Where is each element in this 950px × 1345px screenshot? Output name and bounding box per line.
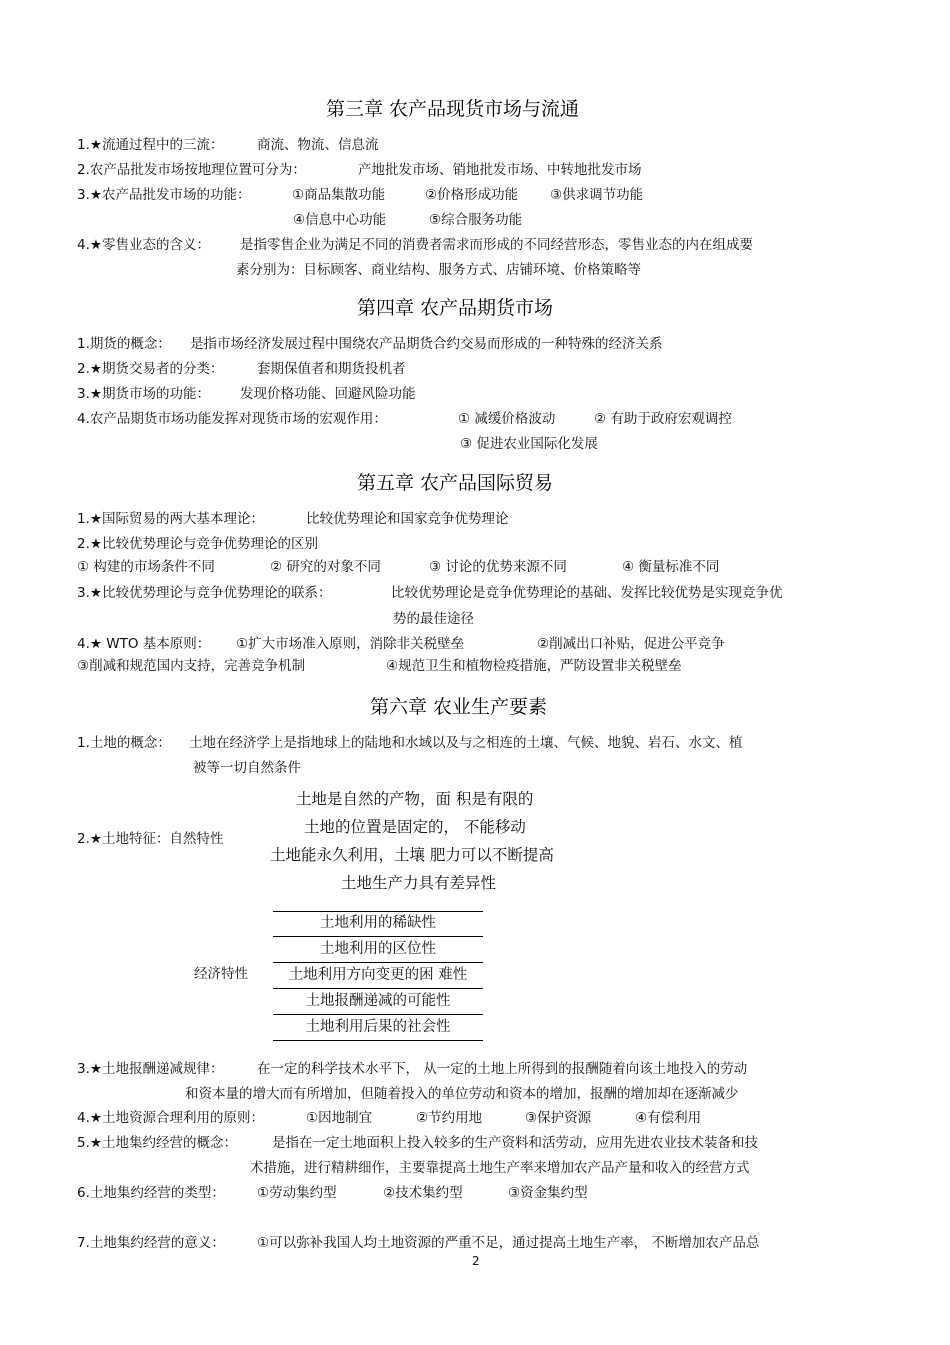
ch6-item1-value: 土地在经济学上是指地球上的陆地和水域以及与之相连的土壤、气候、地貌、岩石、水文、植 [189, 735, 743, 751]
ch4-item2-value: 套期保值者和期货投机者 [257, 361, 406, 377]
ch6-item1-label: 1.土地的概念： [77, 735, 171, 751]
ch5-item3-value: 比较优势理论是竞争优势理论的基础、发挥比较优势是实现竞争优 [391, 585, 783, 601]
ch5-item4-label: 4.★ WTO 基本原则： [77, 636, 211, 652]
ch3-item1-label: 1.★流通过程中的三流： [77, 137, 224, 153]
ch6-item4-c: ③保护资源 [525, 1110, 592, 1126]
ch3-item3-c: ③供求调节功能 [550, 187, 644, 203]
ch6-item2-label: 2.★土地特征：自然特性 [77, 831, 224, 847]
chapter-5-title: 第五章 农产品国际贸易 [357, 472, 554, 494]
ch4-item1-value: 是指市场经济发展过程中围绕农产品期货合约交易而形成的一种特殊的经济关系 [190, 336, 663, 352]
ch6-item6-label: 6.土地集约经营的类型： [77, 1185, 225, 1201]
ch4-item3-label: 3.★期货市场的功能： [77, 386, 210, 402]
ch5-item4-b: ②削减出口补贴，促进公平竞争 [537, 636, 725, 652]
ch5-item2-a: ① 构建的市场条件不同 [77, 559, 215, 575]
econ-trait-1: 土地利用的稀缺性 [273, 911, 483, 937]
natural-trait-4: 土地生产力具有差异性 [341, 874, 497, 892]
ch4-item4-b: ② 有助于政府宏观调控 [594, 411, 732, 427]
ch3-item1-value: 商流、物流、信息流 [257, 137, 379, 153]
chapter-4-title: 第四章 农产品期货市场 [357, 297, 554, 319]
ch5-item1-value: 比较优势理论和国家竞争优势理论 [306, 511, 509, 527]
ch5-item4-c: ③削减和规范国内支持，完善竞争机制 [77, 658, 306, 674]
ch6-item5-value: 是指在一定土地面积上投入较多的生产资料和活劳动，应用先进农业技术装备和技 [272, 1135, 758, 1151]
ch6-item5-cont: 术措施，进行精耕细作，主要靠提高土地生产率来增加农产品产量和收入的经营方式 [250, 1160, 750, 1176]
ch5-item3-cont: 势的最佳途径 [393, 611, 474, 627]
econ-trait-4: 土地报酬递减的可能性 [273, 989, 483, 1015]
ch5-item4-d: ④规范卫生和植物检疫措施，严防设置非关税壁垒 [386, 658, 682, 674]
page-number: 2 [472, 1254, 480, 1268]
ch6-item7-value: ①可以弥补我国人均土地资源的严重不足，通过提高土地生产率， 不断增加农产品总 [257, 1235, 760, 1251]
ch6-item6-b: ②技术集约型 [383, 1185, 463, 1201]
ch5-item4-a: ①扩大市场准入原则，消除非关税壁垒 [236, 636, 465, 652]
ch4-item4-label: 4.农产品期货市场功能发挥对现货市场的宏观作用： [77, 411, 387, 427]
ch4-item1-label: 1.期货的概念： [77, 336, 171, 352]
econ-trait-2: 土地利用的区位性 [273, 937, 483, 963]
natural-trait-3: 土地能永久利用，土壤 肥力可以不断提高 [270, 846, 554, 864]
chapter-3-title: 第三章 农产品现货市场与流通 [326, 98, 580, 120]
ch5-item3-label: 3.★比较优势理论与竞争优势理论的联系： [77, 585, 332, 601]
ch6-item4-label: 4.★土地资源合理利用的原则： [77, 1110, 264, 1126]
ch5-item2-d: ④ 衡量标准不同 [622, 559, 720, 575]
ch6-item6-a: ①劳动集约型 [257, 1185, 337, 1201]
ch3-item3-b: ②价格形成功能 [425, 187, 519, 203]
ch5-item2-label: 2.★比较优势理论与竞争优势理论的区别 [77, 536, 318, 552]
ch3-item4-cont: 素分别为：目标顾客、商业结构、服务方式、店铺环境、价格策略等 [236, 262, 641, 278]
ch5-item1-label: 1.★国际贸易的两大基本理论： [77, 511, 264, 527]
ch6-item7-label: 7.土地集约经营的意义： [77, 1235, 225, 1251]
ch6-item1-cont: 被等一切自然条件 [193, 760, 301, 776]
ch6-item4-d: ④有偿利用 [635, 1110, 702, 1126]
ch4-item3-value: 发现价格功能、回避风险功能 [240, 386, 416, 402]
ch6-item4-b: ②节约用地 [416, 1110, 483, 1126]
ch3-item3-e: ⑤综合服务功能 [429, 212, 523, 228]
natural-trait-1: 土地是自然的产物，面 积是有限的 [296, 790, 534, 808]
ch4-item4-a: ① 减缓价格波动 [458, 411, 556, 427]
ch6-item3-value: 在一定的科学技术水平下， 从一定的土地上所得到的报酬随着向该土地投入的劳动 [257, 1061, 748, 1077]
ch6-item3-cont: 和资本量的增大而有所增加，但随着投入的单位劳动和资本的增加，报酬的增加却在逐渐减少 [185, 1086, 739, 1102]
ch3-item3-d: ④信息中心功能 [293, 212, 387, 228]
ch3-item2-label: 2.农产品批发市场按地理位置可分为： [77, 162, 306, 178]
ch3-item2-value: 产地批发市场、销地批发市场、中转地批发市场 [358, 162, 642, 178]
ch6-item6-c: ③资金集约型 [508, 1185, 588, 1201]
ch4-item2-label: 2.★期货交易者的分类： [77, 361, 224, 377]
ch5-item2-b: ② 研究的对象不同 [270, 559, 381, 575]
ch5-item2-c: ③ 讨论的优势来源不同 [429, 559, 567, 575]
econ-trait-3: 土地利用方向变更的困 难性 [273, 963, 483, 989]
ch6-item4-a: ①因地制宜 [306, 1110, 373, 1126]
ch6-item5-label: 5.★土地集约经营的概念： [77, 1135, 237, 1151]
econ-trait-5: 土地利用后果的社会性 [273, 1015, 483, 1041]
ch3-item3-label: 3.★农产品批发市场的功能： [77, 187, 251, 203]
ch3-item4-label: 4.★零售业态的含义： [77, 237, 210, 253]
ch3-item3-a: ①商品集散功能 [292, 187, 386, 203]
ch4-item4-c: ③ 促进农业国际化发展 [460, 436, 598, 452]
natural-trait-2: 土地的位置是固定的， 不能移动 [304, 818, 526, 836]
ch3-item4-value: 是指零售企业为满足不同的消费者需求而形成的不同经营形态，零售业态的内在组成要 [240, 237, 753, 253]
chapter-6-title: 第六章 农业生产要素 [370, 696, 548, 718]
ch6-item3-label: 3.★土地报酬递减规律： [77, 1061, 224, 1077]
econ-label: 经济特性 [194, 966, 248, 982]
